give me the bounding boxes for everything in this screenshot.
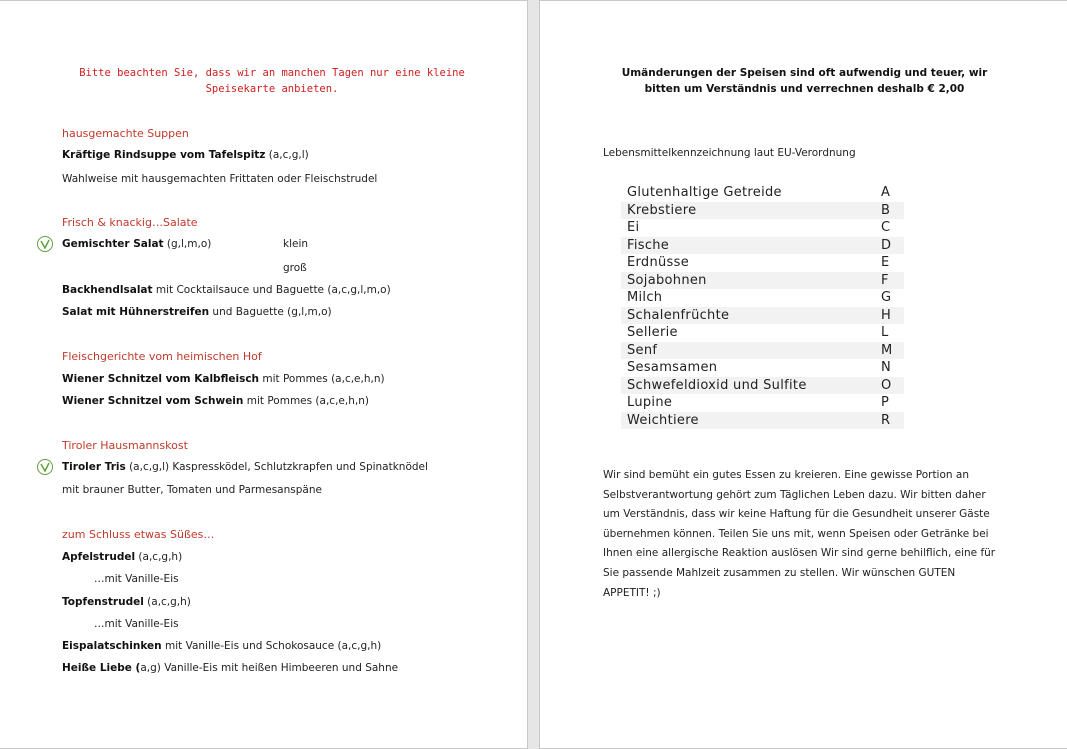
allergen-code: A: [881, 185, 891, 201]
allergen-row: [621, 412, 904, 430]
page-left: [0, 0, 528, 749]
allergen-name: Lupine: [627, 395, 673, 411]
item-apfelstrudel-eis: …mit Vanille-Eis: [94, 573, 179, 585]
item-topfenstrudel-eis: …mit Vanille-Eis: [94, 618, 179, 630]
item-name: Eispalatschinken: [62, 640, 162, 652]
item-name: Topfenstrudel: [62, 596, 144, 608]
section-soups: hausgemachte Suppen: [62, 127, 189, 140]
allergen-name: Sesamsamen: [627, 360, 718, 376]
allergen-name: Krebstiere: [627, 202, 697, 218]
notice-text: Bitte beachten Sie, dass wir an manchen Tagen nur eine kleine Speisekarte anbieten.: [79, 67, 465, 95]
item-rest: mit Vanille-Eis und Schokosauce (a,c,g,h): [161, 640, 382, 652]
allergen-code: G: [881, 290, 892, 306]
allergen-code: D: [881, 237, 892, 253]
item-name: Wiener Schnitzel vom Schwein: [62, 395, 244, 407]
item-rest: a,g) Vanille-Eis mit heißen Himbeeren und Sahne: [140, 662, 399, 674]
allergen-row: [621, 377, 904, 395]
item-allergens: (a,c,g,l): [265, 149, 309, 161]
item-name: Gemischter Salat: [62, 238, 164, 250]
size-large: groß: [283, 262, 307, 274]
item-rest: (a,c,g,l) Kaspressködel, Schlutzkrapfen und Spinatknödel: [125, 461, 428, 473]
page-right: [539, 0, 1067, 749]
allergen-row: [621, 219, 904, 237]
item-rest: und Baguette (g,l,m,o): [209, 306, 332, 318]
item-heisse-liebe: [62, 662, 398, 674]
allergen-row: [621, 272, 904, 290]
item-rest: mit Pommes (a,c,e,h,n): [259, 373, 385, 385]
allergen-row: [621, 324, 904, 342]
section-meat: Fleischgerichte vom heimischen Hof: [62, 350, 262, 363]
item-name: Tiroler Tris: [62, 461, 126, 473]
allergen-name: Glutenhaltige Getreide: [627, 185, 782, 201]
item-huehnerstreifen: [62, 306, 332, 318]
item-backhendlsalat: [62, 284, 391, 296]
allergen-row: [621, 289, 904, 307]
item-name: Kräftige Rindsuppe vom Tafelspitz: [62, 149, 266, 161]
item-rest: mit Cocktailsauce und Baguette (a,c,g,l,m,o): [152, 284, 391, 296]
item-tiroler-tris-desc: mit brauner Butter, Tomaten und Parmesanspäne: [62, 484, 322, 496]
section-dessert: zum Schluss etwas Süßes…: [62, 528, 215, 541]
allergen-name: Milch: [627, 290, 663, 306]
allergen-code: N: [881, 360, 892, 376]
item-rindsuppe-desc: Wahlweise mit hausgemachten Frittaten oder Fleischstrudel: [62, 173, 378, 185]
allergen-row: [621, 237, 904, 255]
item-rest: (a,c,g,h): [143, 596, 191, 608]
allergen-code: H: [881, 307, 892, 323]
allergen-name: Schwefeldioxid und Sulfite: [627, 377, 807, 393]
allergen-row: [621, 394, 904, 412]
item-name: Heiße Liebe (: [62, 662, 141, 674]
allergen-name: Sojabohnen: [627, 272, 707, 288]
allergen-row: [621, 307, 904, 325]
item-rest: mit Pommes (a,c,e,h,n): [243, 395, 369, 407]
disclaimer-paragraph: Wir sind bemüht ein gutes Essen zu kreieren. Eine gewisse Portion an Selbstverantwortung gehört zum Täglichen Leben dazu. Wir bitten daher um Verständnis, dass wir keine Haftung für die Gesundheit unserer Gäste übernehmen können. Teilen Sie uns mit, wenn Speisen oder Getränke bei Ihnen eine allergische Reaktion auslösen Wir sind gerne behilflich, eine für Sie passende Mahlzeit zusammen zu stellen. Wir wünschen GUTEN APPETIT! ;): [603, 469, 996, 599]
allergen-name: Weichtiere: [627, 412, 699, 428]
item-rest: (a,c,g,h): [135, 551, 183, 563]
allergen-row: [621, 254, 904, 272]
allergen-code: P: [881, 395, 890, 411]
item-eispalatschinken: [62, 640, 381, 652]
allergen-name: Erdnüsse: [627, 255, 690, 271]
allergen-code: E: [881, 255, 890, 271]
eu-label: Lebensmittelkennzeichnung laut EU-Verordnung: [603, 147, 856, 159]
item-allergens: (g,l,m,o): [163, 238, 212, 250]
item-name: Backhendlsalat: [62, 284, 153, 296]
item-name: Wiener Schnitzel vom Kalbfleisch: [62, 373, 260, 385]
allergen-name: Ei: [627, 220, 640, 236]
allergen-row: [621, 202, 904, 220]
allergen-table: [621, 184, 904, 429]
allergen-code: L: [881, 325, 889, 341]
allergen-name: Schalenfrüchte: [627, 307, 730, 323]
item-schnitzel-schwein: [62, 395, 369, 407]
allergen-code: B: [881, 202, 891, 218]
item-rindsuppe: [62, 149, 309, 161]
allergen-code: F: [881, 272, 889, 288]
vegan-icon: [37, 236, 53, 252]
section-salads: Frisch & knackig…Salate: [62, 216, 198, 229]
allergen-name: Senf: [627, 342, 658, 358]
allergen-code: O: [881, 377, 892, 393]
surcharge-header: Umänderungen der Speisen sind oft aufwendig und teuer, wir bitten um Verständnis und verrechnen deshalb € 2,00: [621, 67, 988, 95]
item-schnitzel-kalb: [62, 373, 385, 385]
allergen-row: [621, 184, 904, 202]
allergen-code: M: [881, 342, 893, 358]
allergen-row: [621, 359, 904, 377]
item-tiroler-tris: [62, 461, 428, 473]
item-name: Salat mit Hühnerstreifen: [62, 306, 210, 318]
allergen-code: C: [881, 220, 891, 236]
allergen-row: [621, 342, 904, 360]
vegan-icon: [37, 459, 53, 475]
section-tyrol: Tiroler Hausmannskost: [62, 439, 188, 452]
item-name: Apfelstrudel: [62, 551, 136, 563]
size-small: klein: [283, 238, 309, 250]
allergen-name: Fische: [627, 237, 670, 253]
item-topfenstrudel: [62, 596, 191, 608]
allergen-code: R: [881, 412, 891, 428]
item-apfelstrudel: [62, 551, 182, 563]
allergen-name: Sellerie: [627, 325, 678, 341]
item-gemischter-salat: [62, 238, 211, 250]
